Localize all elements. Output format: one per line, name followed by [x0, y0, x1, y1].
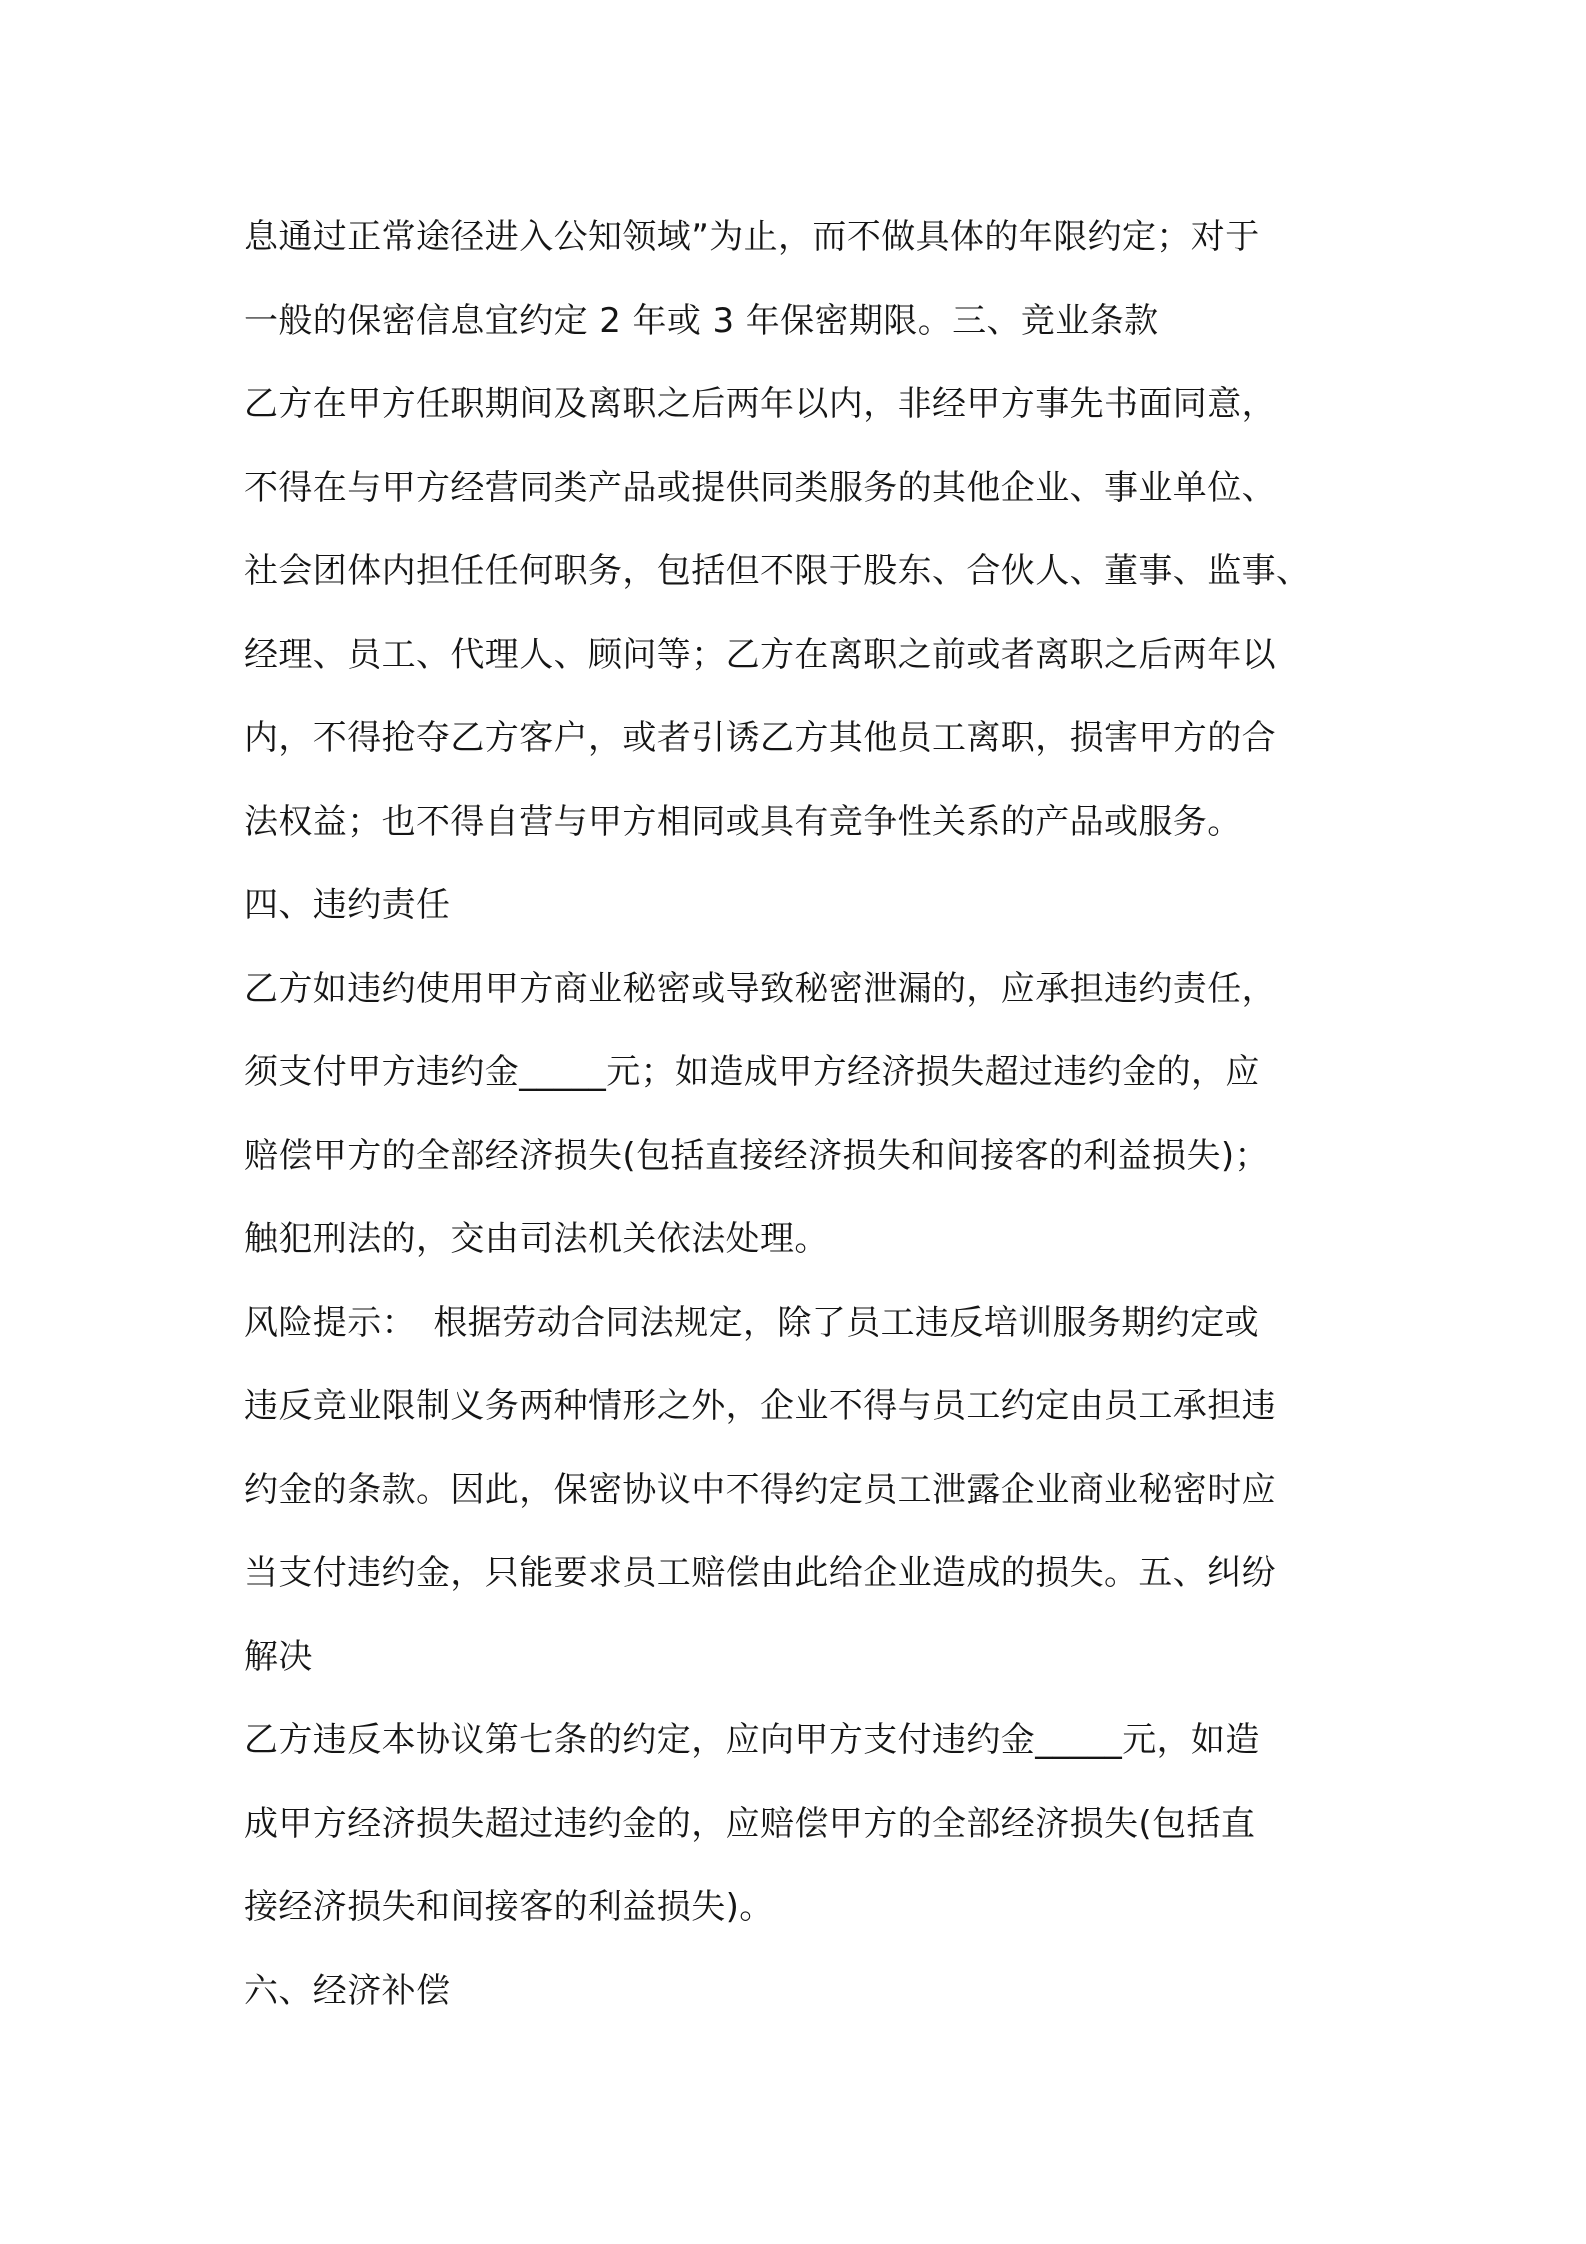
text-line: 成甲方经济损失超过违约金的，应赔偿甲方的全部经济损失(包括直: [244, 1803, 1256, 1844]
text-line: 违反竞业限制义务两种情形之外，企业不得与员工约定由员工承担违: [244, 1386, 1276, 1426]
text-line: 乙方违反本协议第七条的约定，应向甲方支付违约金_____元，如造: [244, 1720, 1260, 1760]
section-heading-economic-compensation: 六、经济补偿: [244, 1970, 451, 2011]
text-line: 息通过正常途径进入公知领域”为止，而不做具体的年限约定；对于: [244, 217, 1260, 257]
text-line: 接经济损失和间接客的利益损失)。: [244, 1887, 774, 1927]
text-line: 不得在与甲方经营同类产品或提供同类服务的其他企业、事业单位、: [244, 467, 1276, 508]
text-line: 解决: [244, 1636, 313, 1677]
text-line: 触犯刑法的，交由司法机关依法处理。: [244, 1219, 829, 1259]
text-line: 乙方在甲方任职期间及离职之后两年以内，非经甲方事先书面同意，: [244, 384, 1276, 424]
text-line: 社会团体内担任任何职务，包括但不限于股东、合伙人、董事、监事、: [244, 551, 1311, 591]
document-body: [244, 196, 1374, 2033]
text-line: 乙方如违约使用甲方商业秘密或导致秘密泄漏的，应承担违约责任，: [244, 968, 1276, 1009]
text-line: 须支付甲方违约金_____元；如造成甲方经济损失超过违约金的，应: [244, 1052, 1260, 1092]
text-line: 约金的条款。因此，保密协议中不得约定员工泄露企业商业秘密时应: [244, 1469, 1276, 1510]
section-heading-breach-liability: 四、违约责任: [244, 885, 451, 925]
text-line: 经理、员工、代理人、顾问等；乙方在离职之前或者离职之后两年以: [244, 634, 1276, 675]
text-line: 内，不得抢夺乙方客户，或者引诱乙方其他员工离职，损害甲方的合: [244, 718, 1276, 758]
text-line: 当支付违约金，只能要求员工赔偿由此给企业造成的损失。五、纠纷: [244, 1553, 1276, 1593]
risk-note-line: 风险提示： 根据劳动合同法规定，除了员工违反培训服务期约定或: [244, 1302, 1259, 1343]
text-line: 一般的保密信息宜约定 2 年或 3 年保密期限。三、竞业条款: [244, 300, 1159, 341]
text-line: 赔偿甲方的全部经济损失(包括直接经济损失和间接客的利益损失)；: [244, 1135, 1269, 1176]
text-line: 法权益；也不得自营与甲方相同或具有竞争性关系的产品或服务。: [244, 801, 1242, 842]
